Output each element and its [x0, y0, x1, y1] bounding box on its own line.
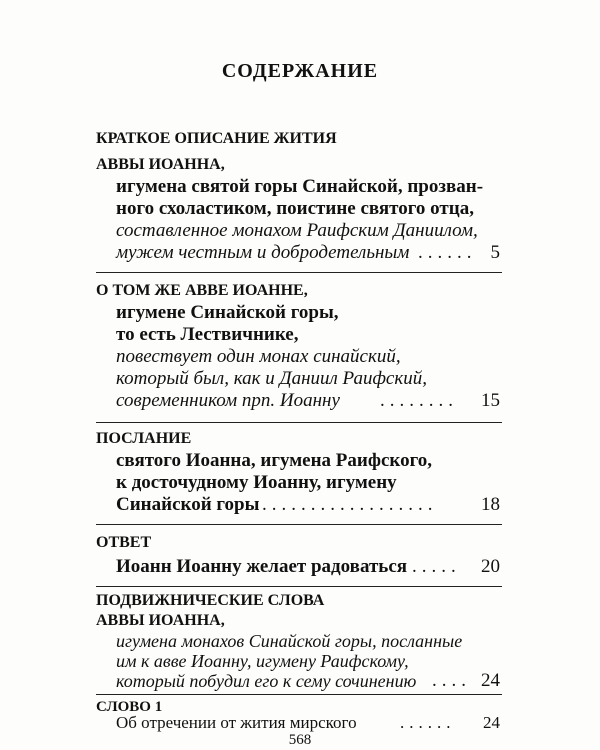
entry-heading: КРАТКОЕ ОПИСАНИЕ ЖИТИЯ: [96, 130, 337, 147]
entry-heading: СЛОВО 1: [96, 699, 163, 715]
footer-page-number: 568: [288, 732, 312, 748]
entry-line: святого Иоанна, игумена Раифского,: [116, 450, 433, 471]
leader-dots: ........: [380, 390, 458, 411]
entry-line: составленное монахом Раифским Даниилом,: [116, 220, 478, 241]
divider: [96, 694, 502, 695]
page-number: 20: [481, 556, 500, 577]
entry-line: игумена святой горы Синайской, прозван-: [116, 176, 484, 197]
entry-line: современником прп. Иоанну: [116, 390, 340, 411]
entry-line: игумене Синайской горы,: [116, 302, 339, 323]
entry-line: игумена монахов Синайской горы, посланные: [116, 631, 463, 651]
page-number: 24: [481, 670, 500, 691]
leader-dots: ......: [418, 242, 477, 263]
divider: [96, 586, 502, 587]
divider: [96, 524, 502, 525]
entry-line: который побудил его к сему сочинению: [116, 671, 417, 691]
entry-line: ного схоластиком, поистине святого отца,: [116, 198, 474, 219]
entry-line: Иоанн Иоанну желает радоваться: [116, 556, 408, 577]
entry-heading: ПОДВИЖНИЧЕСКИЕ СЛОВА: [96, 592, 325, 609]
entry-line: то есть Лествичнике,: [116, 324, 299, 345]
entry-heading: ПОСЛАНИЕ: [96, 430, 192, 447]
leader-dots: .....: [412, 556, 461, 577]
entry-line: повествует один монах синайский,: [116, 346, 401, 367]
leader-dots: ..................: [262, 494, 438, 515]
entry-line: им к авве Иоанну, игумену Раифскому,: [116, 651, 409, 671]
page-number: 18: [481, 494, 500, 515]
divider: [96, 272, 502, 273]
entry-line: к досточудному Иоанну, игумену: [116, 472, 397, 493]
entry-line: Синайской горы: [116, 494, 260, 515]
entry-line: мужем честным и добродетельным: [116, 242, 410, 263]
entry-heading-sub: АВВЫ ИОАННА,: [96, 612, 225, 629]
entry-line: который был, как и Даниил Раифский,: [116, 368, 428, 389]
entry-heading-sub: АВВЫ ИОАННА,: [96, 156, 225, 173]
entry-heading: О ТОМ ЖЕ АВВЕ ИОАННЕ,: [96, 282, 308, 299]
entry-heading: ОТВЕТ: [96, 534, 152, 551]
page-number: 5: [490, 242, 500, 263]
leader-dots: ....: [432, 670, 471, 691]
divider: [96, 422, 502, 423]
page-title: СОДЕРЖАНИЕ: [221, 60, 379, 82]
leader-dots: ......: [400, 713, 456, 732]
page-number: 15: [481, 390, 500, 411]
page-number: 24: [483, 713, 500, 732]
entry-line: Об отречении от жития мирского: [116, 713, 357, 732]
